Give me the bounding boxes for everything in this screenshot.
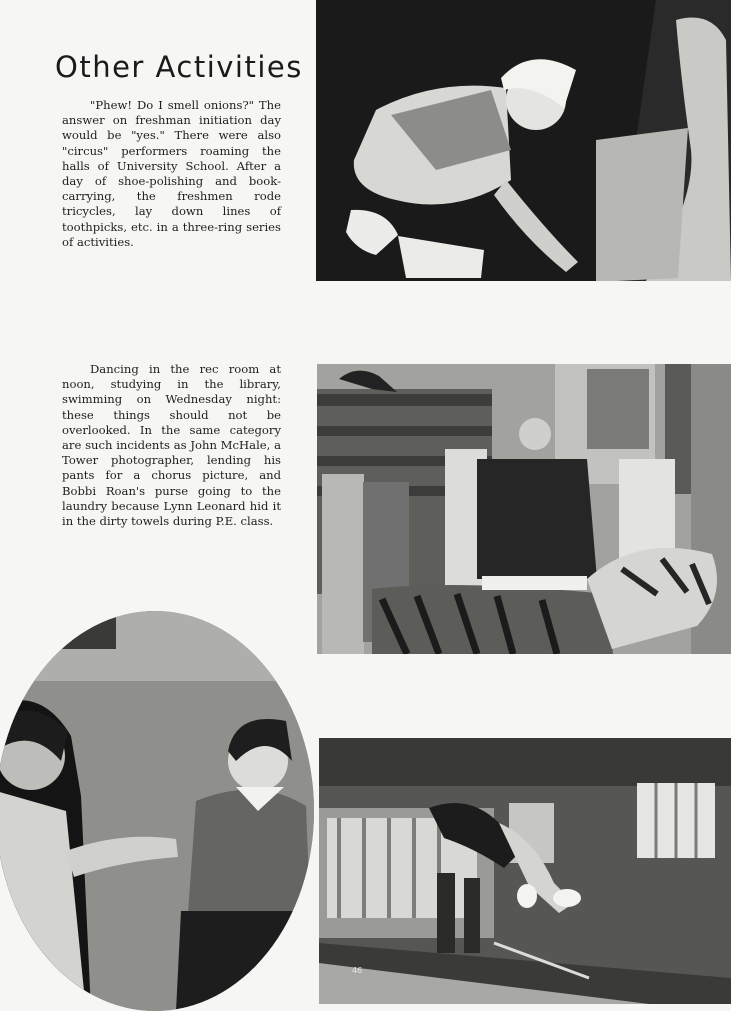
library-photo bbox=[317, 364, 731, 654]
initiation-photo bbox=[316, 0, 731, 281]
page-title: Other Activities bbox=[55, 50, 303, 84]
activities-paragraph: Dancing in the rec room at noon, studying in the library, swimming on Wednesday night: these things should not be overlooked. In the same category are such incidents as John McHale, a Tower photographer, lending his pants for a chorus picture, and Bobbi Roan's purse going to the laundry because Lynn Leonard hid it in the dirty towels during P.E. class. bbox=[62, 362, 281, 529]
page-number: 46 bbox=[352, 966, 363, 975]
initiation-paragraph: "Phew! Do I smell onions?" The answer on freshman initiation day would be "yes." There were also "circus" performers roaming the halls of University School. After a day of shoe-polishing and book-carrying, the freshmen rode tricycles, lay down lines of toothpicks, etc. in a three-ring series of activities. bbox=[62, 98, 281, 249]
diving-photo bbox=[319, 738, 731, 1004]
dancing-photo bbox=[0, 611, 314, 1011]
